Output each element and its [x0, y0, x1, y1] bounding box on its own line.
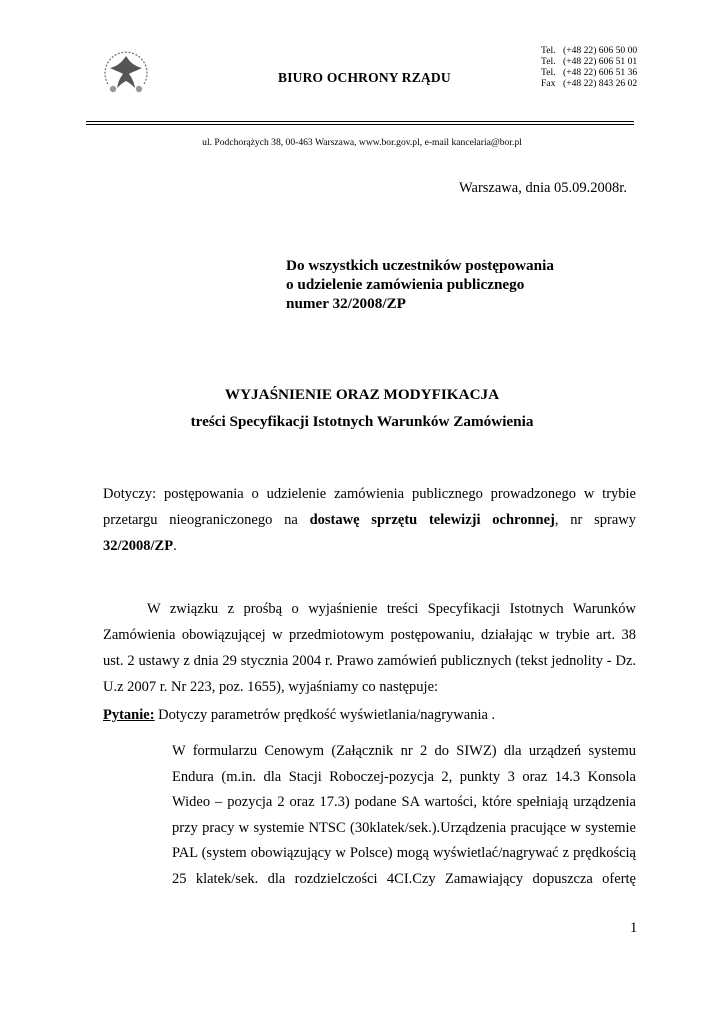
document-title: WYJAŚNIENIE ORAZ MODYFIKACJA — [224, 386, 500, 403]
contact-row: Tel. (+48 22) 606 50 00 — [541, 45, 638, 56]
subject-emphasis: dostawę sprzętu telewizji ochronnej — [309, 512, 555, 528]
header-divider-thick — [86, 121, 634, 122]
question-label: Pytanie: — [103, 707, 155, 723]
contact-row: Tel. (+48 22) 606 51 36 — [541, 67, 638, 78]
intro-paragraph — [103, 596, 636, 700]
paragraph-line: 25 klatek/sek. dla rozdzielczości 4CI.Czy Zamawiający dopuszcza ofertę — [172, 870, 636, 887]
recipients-line: Do wszystkich uczestników postępowania — [286, 257, 554, 274]
contact-row: Fax (+48 22) 843 26 02 — [541, 78, 638, 89]
recipients-block — [286, 256, 554, 313]
subject-paragraph — [103, 481, 636, 559]
header-divider-thin — [86, 124, 634, 125]
paragraph-line: U.z 2007 r. Nr 223, poz. 1655), wyjaśniamy co następuje: — [103, 679, 439, 695]
paragraph-line: 32/2008/ZP. — [103, 538, 177, 554]
contact-numbers — [541, 45, 637, 89]
recipients-line: o udzielenie zamówienia publicznego — [286, 276, 525, 293]
case-number: 32/2008/ZP — [103, 538, 174, 554]
paragraph-line: ust. 2 ustawy z dnia 29 stycznia 2004 r. Prawo zamówień publicznych (tekst jednolity - Dz. — [103, 653, 636, 669]
question-heading: Pytanie: Dotyczy parametrów prędkość wyświetlania/nagrywania . — [103, 707, 496, 723]
paragraph-line: Endura (m.in. dla Stacji Roboczej-pozycja 2, punkty 3 oraz 14.3 Konsola — [172, 768, 636, 785]
organization-name: BIURO OCHRONY RZĄDU — [278, 70, 451, 85]
paragraph-line: W formularzu Cenowym (Załącznik nr 2 do SIWZ) dla urządzeń systemu — [172, 743, 636, 759]
paragraph-line: przy pracy w systemie NTSC (30klatek/sek.).Urządzenia pracujące w systemie — [172, 819, 636, 836]
recipients-line: numer 32/2008/ZP — [286, 295, 406, 312]
eagle-emblem-logo — [100, 44, 152, 98]
paragraph-line: Zamówienia obowiązującej w przedmiotowym postępowaniu, działając w trybie art. 38 — [103, 627, 636, 643]
contact-row: Tel. (+48 22) 606 51 01 — [541, 56, 638, 67]
paragraph-line: PAL (system obowiązujący w Polsce) mogą wyświetlać/nagrywać z prędkością — [172, 845, 636, 861]
paragraph-line: przetargu nieograniczonego na dostawę sprzętu telewizji ochronnej, nr sprawy — [103, 512, 636, 528]
document-subtitle: treści Specyfikacji Istotnych Warunków Zamówienia — [190, 413, 534, 430]
page-number: 1 — [630, 920, 638, 936]
paragraph-line: Dotyczy: postępowania o udzielenie zamówienia publicznego prowadzonego w trybie — [103, 486, 636, 502]
question-body — [172, 739, 636, 892]
document-date: Warszawa, dnia 05.09.2008r. — [459, 180, 627, 196]
paragraph-line: Wideo – pozycja 2 oraz 17.3) podane SA wartości, które spełniają urządzenia — [172, 794, 636, 810]
paragraph-line: W związku z prośbą o wyjaśnienie treści Specyfikacji Istotnych Warunków — [147, 601, 636, 617]
address-line: ul. Podchorążych 38, 00-463 Warszawa, www.bor.gov.pl, e-mail kancelaria@bor.pl — [202, 137, 522, 148]
